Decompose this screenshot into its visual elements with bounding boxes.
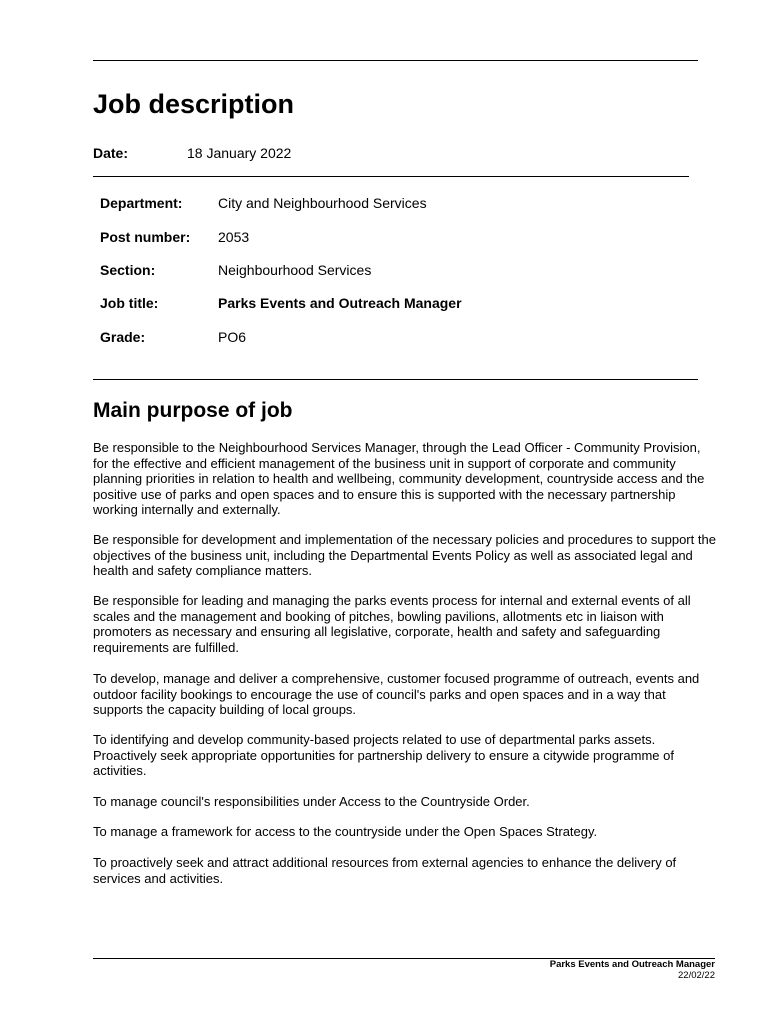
post-number-value: 2053 <box>218 229 250 245</box>
grade-value: PO6 <box>218 329 247 345</box>
date-label: Date: <box>93 145 129 161</box>
job-title-value: Parks Events and Outreach Manager <box>218 295 462 311</box>
date-value: 18 January 2022 <box>187 145 292 161</box>
section-divider <box>93 379 698 380</box>
top-divider <box>93 60 698 61</box>
footer-date: 22/02/22 <box>678 970 715 981</box>
department-label: Department: <box>100 195 183 211</box>
purpose-paragraph: To proactively seek and attract additional resources from external agencies to enhance the delivery of services and activities. <box>93 855 677 886</box>
job-title-label: Job title: <box>100 295 159 311</box>
purpose-paragraph: Be responsible to the Neighbourhood Services Manager, through the Lead Officer - Community Provision, for the effective and efficient management of the business unit in support of corporate and community planning priorities in relation to health and wellbeing, community development, countryside access and the positive use of parks and open spaces and to ensure this is supported with the necessary partnership working internally and externally. <box>93 440 705 517</box>
purpose-paragraph: To develop, manage and deliver a comprehensive, customer focused programme of outreach, events and outdoor facility bookings to encourage the use of council's parks and open spaces and in a way that supports the capacity building of local groups. <box>93 671 700 717</box>
purpose-paragraph: Be responsible for development and implementation of the necessary policies and procedures to support the objectives of the business unit, including the Departmental Events Policy as well as associated legal and health and safety compliance matters. <box>93 532 716 578</box>
purpose-paragraph: To manage a framework for access to the countryside under the Open Spaces Strategy. <box>93 824 598 839</box>
post-number-label: Post number: <box>100 229 191 245</box>
department-value: City and Neighbourhood Services <box>218 195 427 211</box>
purpose-paragraph: To identifying and develop community-based projects related to use of departmental parks assets. Proactively seek appropriate opportunities for partnership delivery to ensure a citywide programme of activities. <box>93 732 674 778</box>
section-value: Neighbourhood Services <box>218 262 372 278</box>
main-purpose-heading: Main purpose of job <box>93 399 293 422</box>
date-divider <box>93 176 689 177</box>
purpose-paragraph: To manage council's responsibilities under Access to the Countryside Order. <box>93 794 530 809</box>
purpose-paragraph: Be responsible for leading and managing the parks events process for internal and external events of all scales and the management and booking of pitches, bowling pavilions, allotments etc in liaison with promoters as necessary and ensuring all legislative, corporate, health and safety and safeguarding requirements are fulfilled. <box>93 593 691 655</box>
section-label: Section: <box>100 262 156 278</box>
document-title: Job description <box>93 89 295 119</box>
footer-title: Parks Events and Outreach Manager <box>549 959 715 970</box>
grade-label: Grade: <box>100 329 146 345</box>
